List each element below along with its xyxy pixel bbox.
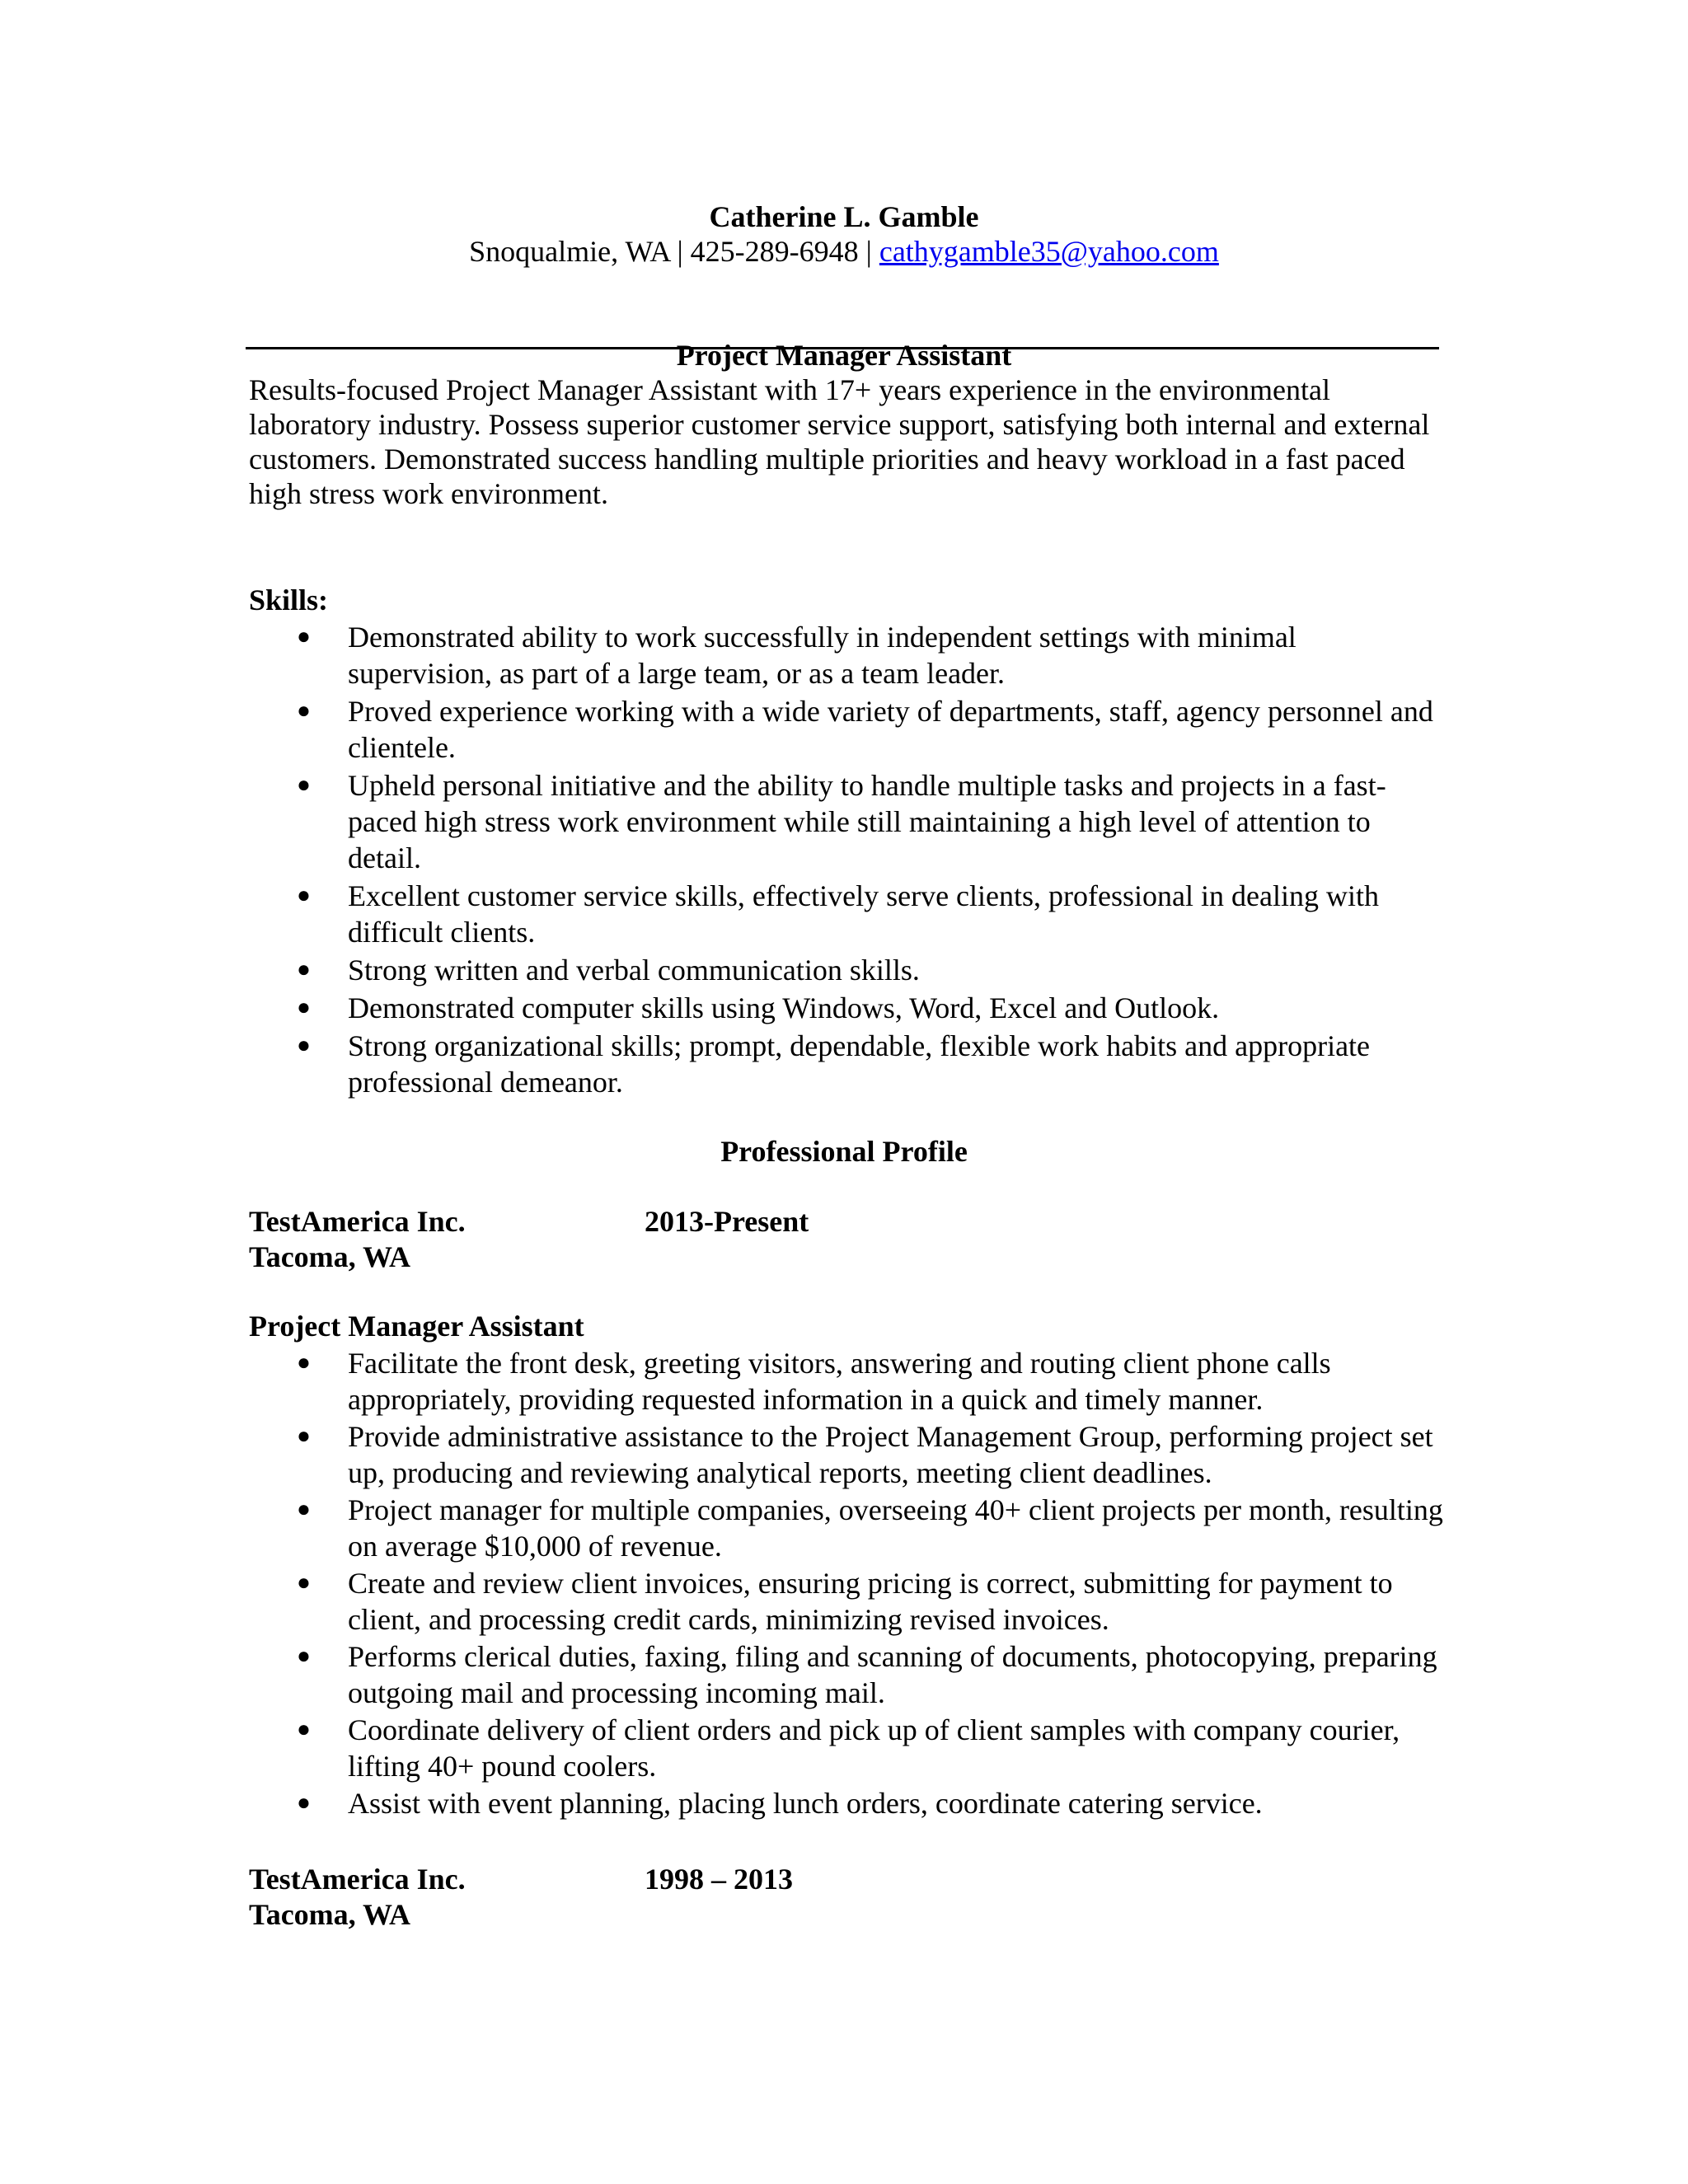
duty-item — [249, 1492, 1444, 1564]
summary-paragraph: Results-focused Project Manager Assistant with 17+ years experience in the environmental laboratory industry. Possess superior customer service support, satisfying both internal and external customers. Demonstrated success handling multiple priorities and heavy workload in a fast paced high stress work environment. — [249, 373, 1430, 510]
skill-item — [249, 878, 1444, 950]
resume-name: Catherine L. Gamble — [709, 200, 979, 233]
job-location: Tacoma, WA — [249, 1898, 411, 1931]
bullet-icon: ● — [297, 1570, 311, 1596]
duty-text: Provide administrative assistance to the Project Management Group, performing project set up, producing and reviewing analytical reports, meeting client deadlines. — [348, 1420, 1433, 1489]
bullet-icon: ● — [297, 883, 311, 908]
duty-item — [249, 1712, 1444, 1784]
job-location: Tacoma, WA — [249, 1240, 411, 1273]
skill-text: Strong written and verbal communication skills. — [348, 954, 920, 987]
skills-list — [249, 619, 1444, 1102]
duty-text: Create and review client invoices, ensuring pricing is correct, submitting for payment to client, and processing credit cards, minimizing revised invoices. — [348, 1567, 1393, 1636]
bullet-icon: ● — [297, 1497, 311, 1522]
skill-text: Proved experience working with a wide variety of departments, staff, agency personnel and clientele. — [348, 695, 1433, 764]
job-dates: 1998 – 2013 — [645, 1863, 793, 1896]
bullet-icon: ● — [297, 957, 311, 982]
skill-item — [249, 693, 1444, 766]
skill-text: Demonstrated ability to work successfully in independent settings with minimal supervision, as part of a large team, or as a team leader. — [348, 621, 1296, 690]
duty-text: Facilitate the front desk, greeting visitors, answering and routing client phone calls appropriately, providing requested information in a quick and timely manner. — [348, 1347, 1331, 1416]
profile-heading: Professional Profile — [720, 1135, 968, 1168]
duty-item — [249, 1565, 1444, 1638]
skill-text: Excellent customer service skills, effectively serve clients, professional in dealing with difficult clients. — [348, 879, 1379, 949]
duty-item — [249, 1418, 1444, 1491]
duty-item — [249, 1345, 1444, 1418]
skill-text: Strong organizational skills; prompt, dependable, flexible work habits and appropriate professional demeanor. — [348, 1029, 1371, 1099]
duty-item — [249, 1638, 1444, 1711]
bullet-icon: ● — [297, 624, 311, 649]
bullet-icon: ● — [297, 1717, 311, 1742]
skill-item — [249, 952, 1444, 988]
bullet-icon: ● — [297, 772, 311, 798]
contact-details: Snoqualmie, WA | 425-289-6948 | — [469, 235, 879, 268]
skill-item — [249, 619, 1444, 691]
skill-item — [249, 767, 1444, 876]
skills-heading: Skills: — [249, 583, 329, 616]
email-link[interactable]: cathygamble35@yahoo.com — [879, 235, 1219, 268]
bullet-icon: ● — [297, 1423, 311, 1449]
bullet-icon: ● — [297, 1350, 311, 1376]
duty-text: Assist with event planning, placing lunch orders, coordinate catering service. — [348, 1787, 1263, 1820]
bullet-icon: ● — [297, 698, 311, 724]
duty-text: Performs clerical duties, faxing, filing and scanning of documents, photocopying, preparing outgoing mail and processing incoming mail. — [348, 1640, 1437, 1709]
job-duties-list — [249, 1345, 1444, 1822]
duty-item — [249, 1785, 1444, 1821]
skill-text: Upheld personal initiative and the ability to handle multiple tasks and projects in a fast-paced high stress work environment while still maintaining a high level of attention to detail. — [348, 769, 1386, 874]
bullet-icon: ● — [297, 1033, 311, 1058]
bullet-icon: ● — [297, 1790, 311, 1816]
bullet-icon: ● — [297, 1643, 311, 1669]
objective-title: Project Manager Assistant — [676, 339, 1012, 372]
job-title: Project Manager Assistant — [249, 1310, 584, 1343]
duty-text: Coordinate delivery of client orders and pick up of client samples with company courier, lifting 40+ pound coolers. — [348, 1713, 1400, 1783]
job-company: TestAmerica Inc. — [249, 1863, 466, 1896]
skill-text: Demonstrated computer skills using Windows, Word, Excel and Outlook. — [348, 991, 1220, 1024]
skill-item — [249, 990, 1444, 1026]
job-dates: 2013-Present — [645, 1205, 809, 1238]
skill-item — [249, 1028, 1444, 1100]
job-company: TestAmerica Inc. — [249, 1205, 466, 1238]
duty-text: Project manager for multiple companies, overseeing 40+ client projects per month, resulting on average $10,000 of revenue. — [348, 1493, 1443, 1563]
bullet-icon: ● — [297, 995, 311, 1020]
contact-line — [0, 233, 1688, 269]
